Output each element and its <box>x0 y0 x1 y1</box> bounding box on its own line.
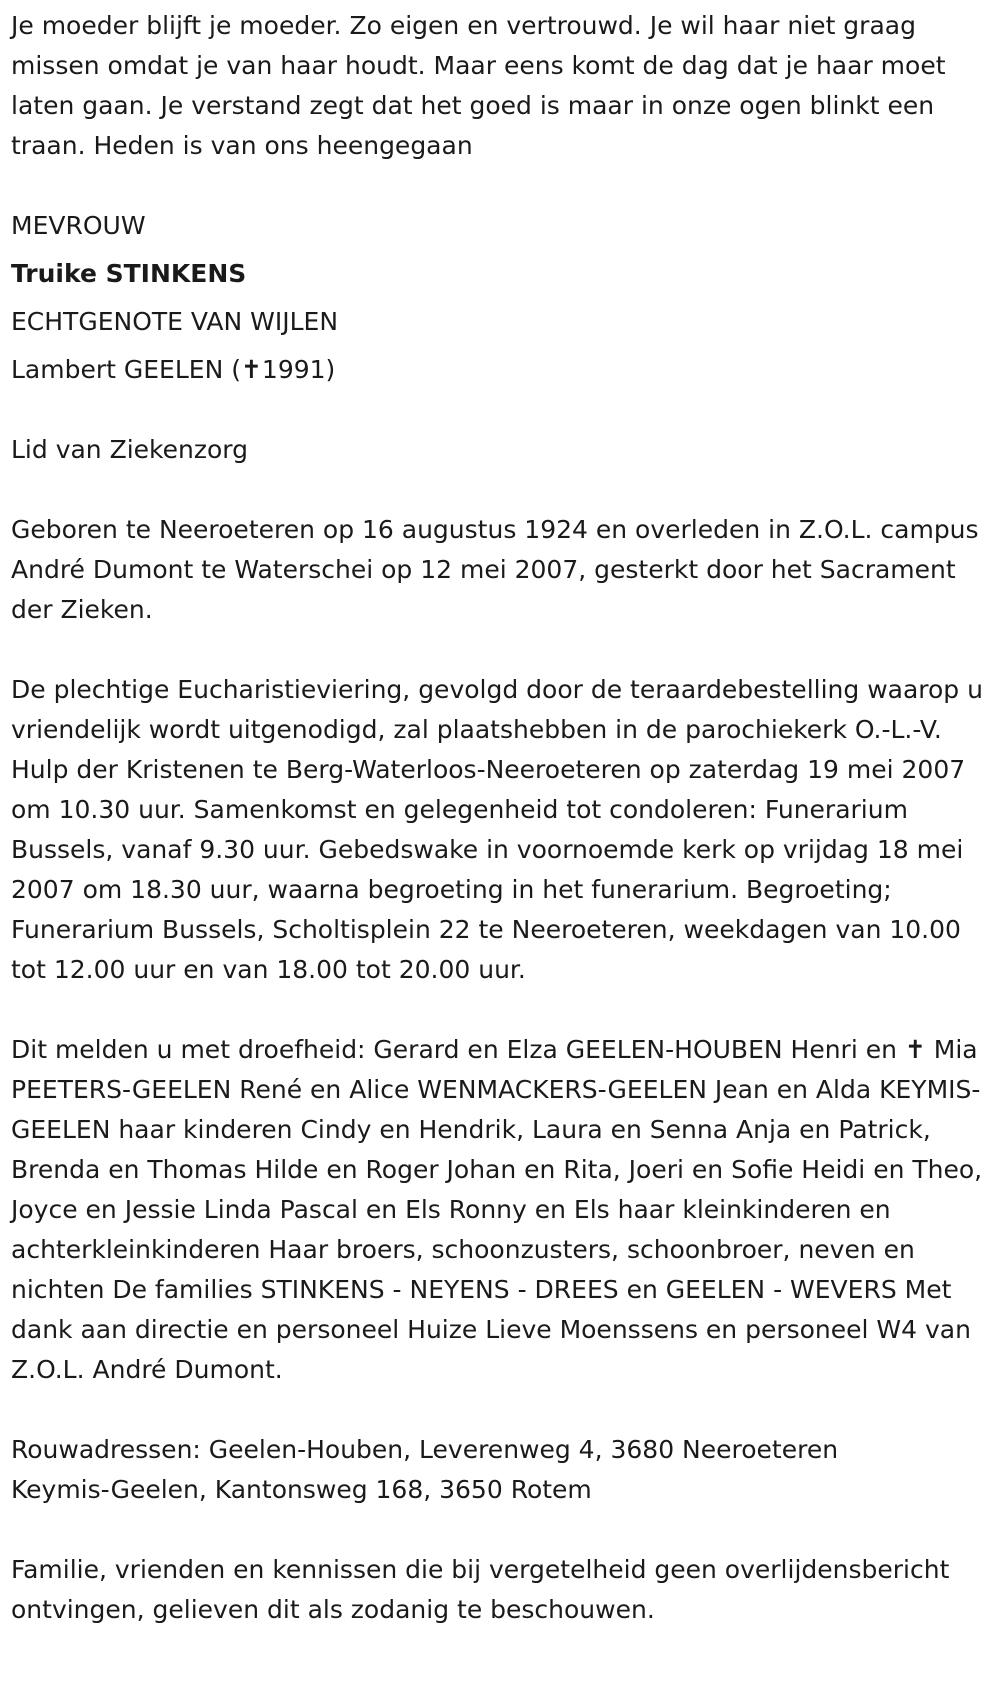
membership-text: Lid van Ziekenzorg <box>11 435 248 464</box>
address-line-1: Rouwadressen: Geelen-Houben, Leverenweg 4, 3680 Neeroeteren <box>11 1435 839 1464</box>
deceased-spouse: Lambert GEELEN (✝1991) <box>11 355 336 384</box>
deceased-title: MEVROUW <box>11 211 146 240</box>
ceremony-block <box>11 670 991 990</box>
ceremony-text: De plechtige Eucharistieviering, gevolgd door de teraardebestelling waarop u vriendelijk wordt uitgenodigd, zal plaatshebben in de parochiekerk O.-L.-V. Hulp der Kristenen te Berg-Waterloos-Neeroeteren op zaterdag 19 mei 2007 om 10.30 uur. Samenkomst en gelegenheid tot condoleren: Funerarium Bussels, vanaf 9.30 uur. Gebedswake in voornoemde kerk op vrijdag 18 mei 2007 om 18.30 uur, waarna begroeting in het funerarium. Begroeting; Funerarium Bussels, Scholtisplein 22 te Neeroeteren, weekdagen van 10.00 tot 12.00 uur en van 18.00 tot 20.00 uur. <box>11 675 983 984</box>
family-text: Dit melden u met droefheid: Gerard en Elza GEELEN-HOUBEN Henri en ✝ Mia PEETERS-GEELEN René en Alice WENMACKERS-GEELEN Jean en Alda KEYMIS-GEELEN haar kinderen Cindy en Hendrik, Laura en Senna Anja en Patrick, Brenda en Thomas Hilde en Roger Johan en Rita, Joeri en Sofie Heidi en Theo, Joyce en Jessie Linda Pascal en Els Ronny en Els haar kleinkinderen en achterkleinkinderen Haar broers, schoonzusters, schoonbroer, neven en nichten De families STINKENS - NEYENS - DREES en GEELEN - WEVERS Met dank aan directie en personeel Huize Lieve Moenssens en personeel W4 van Z.O.L. André Dumont. <box>11 1035 983 1384</box>
deceased-name: Truike STINKENS <box>11 259 247 288</box>
deceased-relation: ECHTGENOTE VAN WIJLEN <box>11 307 339 336</box>
addresses-block <box>11 1430 991 1510</box>
closing-text: Familie, vrienden en kennissen die bij vergetelheid geen overlijdensbericht ontvingen, gelieven dit als zodanig te beschouwen. <box>11 1555 950 1624</box>
obituary-document <box>11 6 991 1670</box>
intro-paragraph-block <box>11 6 991 166</box>
family-block <box>11 1030 991 1390</box>
deceased-block <box>11 202 991 394</box>
closing-block <box>11 1550 991 1630</box>
birth-death-block <box>11 510 991 630</box>
intro-paragraph: Je moeder blijft je moeder. Zo eigen en vertrouwd. Je wil haar niet graag missen omdat je van haar houdt. Maar eens komt de dag dat je haar moet laten gaan. Je verstand zegt dat het goed is maar in onze ogen blinkt een traan. Heden is van ons heengegaan <box>11 11 946 160</box>
birth-death-text: Geboren te Neeroeteren op 16 augustus 1924 en overleden in Z.O.L. campus André Dumont te Waterschei op 12 mei 2007, gesterkt door het Sacrament der Zieken. <box>11 515 979 624</box>
membership-block <box>11 430 991 470</box>
address-line-2: Keymis-Geelen, Kantonsweg 168, 3650 Rotem <box>11 1475 592 1504</box>
